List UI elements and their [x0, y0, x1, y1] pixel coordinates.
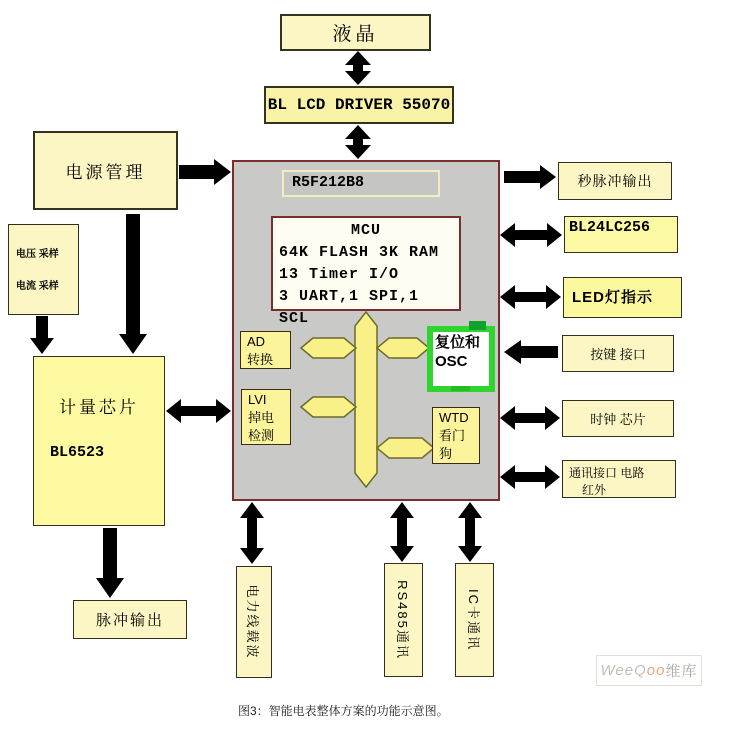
eeprom-box [564, 216, 678, 253]
watermark-accent: oo [646, 662, 666, 679]
voltage-sampling-label: 电压 采样 [16, 249, 59, 260]
metering-chip-box [33, 356, 165, 526]
arrow-metering-mcu [166, 399, 231, 423]
comm-interface-box [562, 460, 676, 498]
arrow-metering-to-pulse [96, 528, 124, 598]
figure-caption: 图3：智能电表整体方案的功能示意图。 [238, 704, 449, 718]
wtd-line2: 看门 [439, 428, 466, 443]
watermark [596, 655, 702, 686]
mcu-core-box [271, 216, 461, 327]
plc-comm-box [236, 566, 272, 678]
ad-converter-box [240, 331, 291, 369]
key-interface-label: 按键 接口 [590, 347, 646, 362]
ic-card-comm-box [455, 563, 494, 677]
arrow-mcu-comm [500, 465, 560, 489]
reset-osc-line1: 复位和 [435, 334, 481, 351]
mcu-core-line3: 13 Timer I/O [279, 266, 400, 283]
eeprom-label: BL24LC256 [569, 219, 651, 236]
wtd-line1: WTD [439, 410, 469, 425]
voltage-current-sampling-box [8, 224, 79, 315]
second-pulse-output-box [558, 162, 672, 200]
ad-line1: AD [247, 334, 266, 349]
mcu-part-label-box [282, 170, 440, 197]
highlight-handle-bottom [451, 386, 470, 391]
metering-chip-title: 计量芯片 [59, 398, 139, 417]
mcu-core-line2: 64K FLASH 3K RAM [279, 244, 440, 261]
rs485-comm-label: RS485通讯 [395, 580, 410, 660]
arrow-mcu-eeprom [500, 223, 562, 247]
lcd-driver-box [264, 86, 454, 124]
key-interface-box [562, 335, 674, 372]
reset-osc-box [427, 326, 495, 392]
arrow-power-to-metering [119, 214, 147, 354]
ic-card-comm-label: IC卡通讯 [466, 588, 481, 651]
lvi-detect-box [241, 389, 291, 445]
clock-chip-label: 时钟 芯片 [590, 412, 646, 427]
highlight-handle-top [469, 321, 486, 330]
arrow-mcu-led [500, 285, 561, 309]
led-indicator-label: LED灯指示 [572, 289, 654, 306]
plc-comm-label: 电力线载波 [245, 584, 261, 660]
mcu-core-line4: 3 UART,1 SPI,1 SCL [279, 288, 420, 327]
pulse-output-box [73, 600, 187, 639]
watermark-suffix: 维库 [665, 663, 698, 680]
mcu-core-line1: MCU [350, 222, 381, 239]
pulse-output-label: 脉冲输出 [95, 612, 164, 629]
mcu-part-label: R5F212B8 [292, 174, 365, 191]
lvi-line3: 检测 [248, 428, 275, 443]
lvi-line1: LVI [248, 392, 267, 407]
second-pulse-output-label: 秒脉冲输出 [577, 173, 653, 189]
watermark-prefix: WeeQ [600, 662, 647, 679]
arrow-mcu-ic-card [458, 502, 482, 562]
wtd-line3: 狗 [439, 446, 453, 461]
arrow-mcu-rs485 [390, 502, 414, 562]
power-management-box [33, 131, 178, 210]
arrow-mcu-to-lcd-driver [345, 125, 371, 159]
metering-chip-part: BL6523 [50, 444, 105, 461]
arrow-mcu-to-second-pulse [504, 165, 556, 189]
rs485-comm-box [384, 563, 423, 677]
reset-osc-line2: OSC [435, 353, 468, 370]
lcd-driver-label: BL LCD DRIVER 55070 [267, 96, 451, 114]
ad-line2: 转换 [247, 352, 274, 367]
arrow-lcd-driver-to-lcd [345, 51, 371, 85]
lcd-label: 液晶 [332, 24, 379, 45]
arrow-power-to-mcu [179, 159, 231, 185]
comm-interface-label: 通讯接口 电路 [569, 466, 645, 480]
comm-interface-label2: 红外 [582, 483, 607, 497]
lcd-box [280, 14, 431, 51]
current-sampling-label: 电流 采样 [16, 281, 59, 292]
clock-chip-box [562, 400, 674, 437]
arrow-key-to-mcu [504, 340, 558, 364]
led-indicator-box [563, 277, 682, 318]
lvi-line2: 掉电 [248, 410, 275, 425]
arrow-sampling-to-metering [30, 316, 54, 354]
arrow-mcu-plc [240, 502, 264, 564]
wtd-watchdog-box [432, 407, 480, 464]
arrow-mcu-clock [500, 406, 560, 430]
power-management-label: 电源管理 [65, 163, 146, 182]
